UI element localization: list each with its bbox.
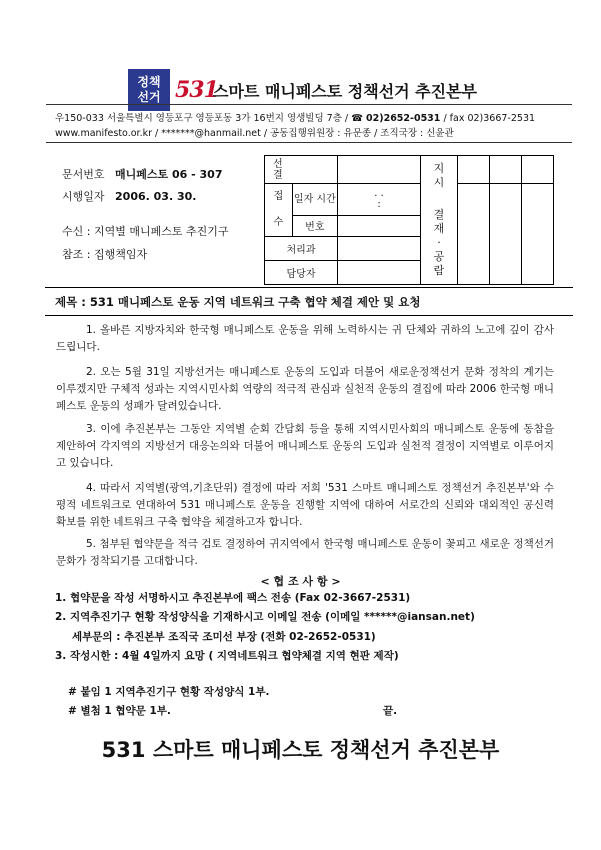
person-value bbox=[338, 261, 421, 285]
footer-org-name: 531 스마트 매니페스토 정책선거 추진본부 bbox=[101, 738, 500, 762]
paragraph-5: 5. 첨부된 협약문을 적극 검토 결정하여 귀지역에서 한국형 매니페스토 운동이 꽃피고 새로운 정책선거문화가 정착되기를 고대합니다. bbox=[56, 538, 554, 567]
time-colon: : bbox=[377, 199, 381, 211]
doc-number bbox=[62, 166, 222, 182]
number-value bbox=[338, 215, 421, 236]
attachment-2: # 별첨 1 협약문 1부. bbox=[68, 705, 171, 717]
subject-divider-bottom bbox=[45, 315, 573, 316]
logo-line-2: 선거 bbox=[137, 90, 161, 104]
contact-line-1 bbox=[55, 110, 535, 124]
logo-line-1: 정책 bbox=[137, 75, 161, 89]
sign-cell bbox=[458, 156, 490, 184]
doc-number-value: 매니페스토 06 - 307 bbox=[115, 168, 223, 181]
issue-date-value: 2006. 03. 30. bbox=[115, 190, 197, 203]
paragraph-1: 1. 올바른 지방자치와 한국형 매니페스토 운동을 위해 노력하시는 귀 단체와 귀하의 노고에 깊이 감사드립니다. bbox=[56, 324, 554, 353]
approve-cell bbox=[522, 184, 554, 285]
person-label: 담당자 bbox=[265, 261, 338, 285]
contact-address: 우150-033 서울특별시 영등포구 영등포동 3가 16번지 영생빌딩 7층 / ☎ bbox=[55, 113, 363, 124]
paragraph-2: 2. 오는 5월 31일 지방선거는 매니페스토 운동의 도입과 더불어 새로운정책선거 문화 정착의 계기는 이루겠지만 구체적 성과는 지역시민사회 역량의 적극적 관심과 실천적 운동의 결집에 따라 2006 한국형 매니페스토 운동의 성패가 달려있습니다. bbox=[56, 366, 554, 412]
su-label: 수 bbox=[273, 217, 284, 228]
subject: 제목 : 531 매니페스토 운동 지역 네트워크 구축 협약 체결 제안 및 요청 bbox=[55, 295, 421, 309]
date-dots: . . bbox=[374, 188, 384, 200]
gyeol-label: 결 bbox=[273, 169, 283, 181]
paragraph-3: 3. 이에 추진본부는 그동안 지역별 순회 간담회 등을 통해 지역시민사회의 매니페스토 운동에 동참을 제안하여 각지역의 지방선거 대응논의와 더불어 매니페스토 운동의 도입과 실천적 결정이 지역별로 이루어지고 있습니다. bbox=[56, 423, 554, 469]
seon-gyeol-cell bbox=[265, 156, 338, 184]
notice-item-1: 1. 협약문을 작성 서명하시고 추진본부에 팩스 전송 (Fax 02-3667-2531) bbox=[55, 592, 411, 604]
datetime-label: 일자 시간 bbox=[292, 184, 337, 216]
recipient: 수신 : 지역별 매니페스토 추진기구 bbox=[62, 225, 229, 238]
approve-label: 결 재 · 공 람 bbox=[433, 208, 445, 277]
seon-label: 선 bbox=[273, 158, 283, 170]
seon-gyeol-value bbox=[338, 156, 421, 184]
number-label: 번호 bbox=[292, 215, 337, 236]
logo-number: 531 bbox=[175, 77, 218, 103]
instruct-approve-cell bbox=[421, 156, 458, 285]
jeom-su-cell bbox=[265, 184, 293, 237]
header-divider-top bbox=[46, 104, 572, 105]
paragraph-4: 4. 따라서 지역별(광역,기초단위) 결정에 따라 저희 '531 스마트 매니페스토 정책선거 추진본부'와 수평적 네트워크로 연대하여 531 매니페스토 운동을 진행할 지역에 대하여 서로간의 신뢰와 대외적인 공신력 확보를 위한 네트워크 구축 협약을 체결하고자 합니다. bbox=[56, 482, 554, 528]
contact-phone: 02)2652-0531 bbox=[366, 113, 441, 124]
approve-cell bbox=[490, 184, 522, 285]
doc-number-label: 문서번호 bbox=[62, 168, 105, 181]
jeom-label: 접 bbox=[273, 191, 284, 202]
sign-cell bbox=[522, 156, 554, 184]
datetime-value bbox=[338, 184, 421, 216]
header-divider-bottom bbox=[46, 142, 572, 143]
dept-value bbox=[338, 237, 421, 261]
contact-line-2: www.manifesto.or.kr / *******@hanmail.net / 공동집행위원장 : 유문종 / 조직국장 : 신윤관 bbox=[55, 128, 454, 139]
approve-cell bbox=[458, 184, 490, 285]
instruct-label: 지 시 bbox=[433, 162, 445, 189]
receipt-table bbox=[264, 155, 554, 285]
contact-fax: / fax 02)3667-2531 bbox=[443, 113, 536, 124]
issue-date-label: 시행일자 bbox=[62, 190, 105, 203]
notice-item-3: 3. 작성시한 : 4월 4일까지 요망 ( 지역네트워크 협약체결 지역 현판 제작) bbox=[55, 650, 399, 662]
dept-label: 처리과 bbox=[265, 237, 338, 261]
notice-item-2: 2. 지역추진기구 현황 작성양식을 기재하시고 이메일 전송 (이메일 ******@iansan.net) bbox=[55, 611, 475, 623]
attachment-1: # 붙임 1 지역추진기구 현황 작성양식 1부. bbox=[68, 686, 270, 698]
notice-item-2-sub: 세부문의 : 추진본부 조직국 조미선 부장 (전화 02-2652-0531) bbox=[72, 631, 376, 643]
notice-heading: < 협 조 사 항 > bbox=[260, 575, 341, 588]
sign-cell bbox=[490, 156, 522, 184]
end-mark: 끝. bbox=[383, 705, 398, 717]
org-title: 스마트 매니페스토 정책선거 추진본부 bbox=[213, 82, 478, 101]
reference: 참조 : 집행책임자 bbox=[62, 248, 148, 261]
subject-divider-top bbox=[45, 287, 573, 288]
issue-date bbox=[62, 188, 196, 204]
